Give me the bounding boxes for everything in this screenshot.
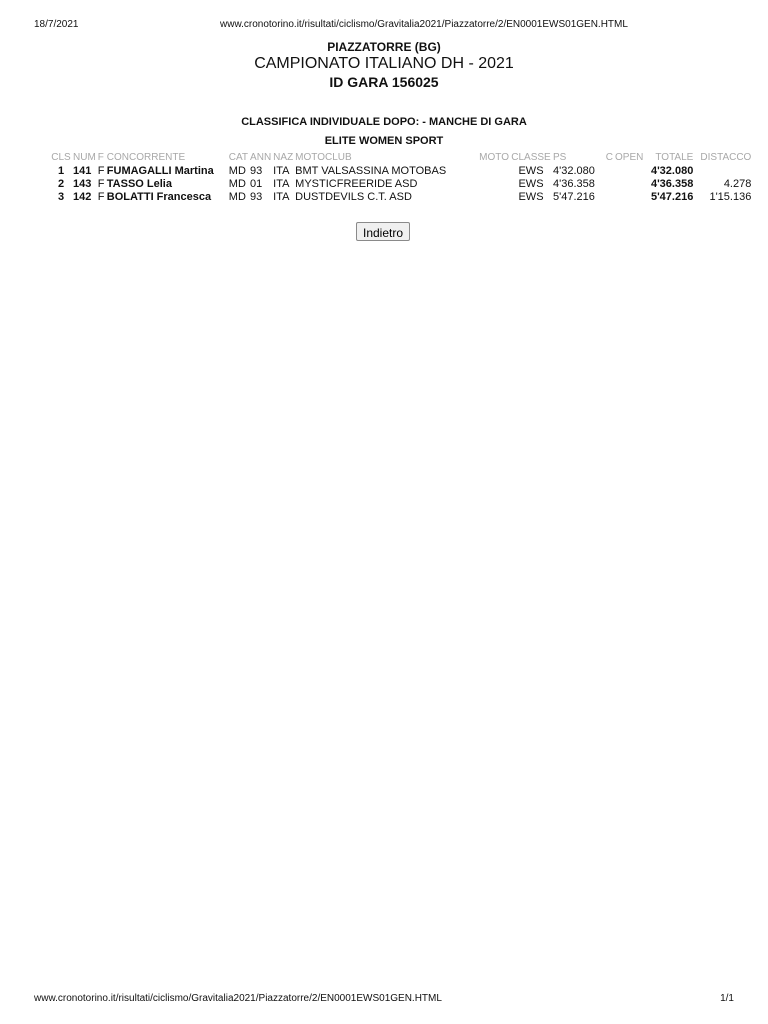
cell-concorrente: TASSO Lelia [106,177,172,190]
cell-cat: MD [228,190,246,203]
col-concorrente: CONCORRENTE [106,152,186,163]
cell-f: F [97,164,105,177]
cell-naz: ITA [273,190,290,203]
classification-heading: CLASSIFICA INDIVIDUALE DOPO: - MANCHE DI GARA [241,116,527,128]
cell-moto [478,164,510,177]
col-num: NUM [73,152,96,163]
cell-num: 143 [73,177,92,190]
cell-cls: 3 [57,190,65,203]
cell-cls: 1 [57,164,65,177]
category-heading: ELITE WOMEN SPORT [324,135,444,147]
cell-moto [478,177,510,190]
cell-totale: 4'36.358 [650,177,694,190]
cell-totale: 4'32.080 [650,164,694,177]
col-f: F [97,152,104,163]
col-ann: ANN [250,152,272,163]
col-moto: MOTO [479,152,509,163]
cell-naz: ITA [273,164,290,177]
col-cat: CAT [228,152,249,163]
race-id: ID GARA 156025 [329,74,439,90]
cell-cat: MD [228,164,246,177]
col-naz: NAZ [273,152,294,163]
cell-totale: 5'47.216 [650,190,694,203]
col-classe: CLASSE [511,152,551,163]
cell-c [600,177,614,190]
cell-num: 141 [73,164,92,177]
table-header-row [50,151,752,164]
cell-ann: 93 [250,164,263,177]
cell-f: F [97,190,105,203]
col-totale: TOTALE [655,152,694,163]
cell-naz: ITA [273,177,290,190]
cell-ps: 5'47.216 [553,190,595,203]
cell-concorrente: BOLATTI Francesca [106,190,212,203]
cell-classe: EWS [518,190,544,203]
cell-motoclub: DUSTDEVILS C.T. ASD [295,190,412,203]
cell-distacco: 4.278 [723,177,752,190]
cell-moto [478,190,510,203]
cell-distacco: 1'15.136 [709,190,752,203]
table-row [50,164,752,177]
print-date: 18/7/2021 [34,19,79,30]
col-c: C [605,152,613,163]
cell-motoclub: MYSTICFREERIDE ASD [295,177,418,190]
cell-cls: 2 [57,177,65,190]
cell-ps: 4'32.080 [553,164,595,177]
col-cls: CLS [51,152,71,163]
print-url-footer: www.cronotorino.it/risultati/ciclismo/Gravitalia2021/Piazzatorre/2/EN0001EWS01GEN.HTML [34,993,442,1004]
cell-open [614,177,644,190]
col-open: OPEN [615,152,644,163]
cell-classe: EWS [518,164,544,177]
cell-open [614,164,644,177]
results-table [50,151,752,203]
cell-ann: 93 [250,190,263,203]
col-motoclub: MOTOCLUB [295,152,352,163]
page-title: CAMPIONATO ITALIANO DH - 2021 [254,55,514,72]
cell-c [600,190,614,203]
cell-c [600,164,614,177]
cell-cat: MD [228,177,246,190]
col-ps: PS [553,152,567,163]
race-location: PIAZZATORRE (BG) [327,40,441,54]
back-button[interactable]: Indietro [356,222,410,241]
col-distacco: DISTACCO [700,152,752,163]
cell-f: F [97,177,105,190]
cell-num: 142 [73,190,92,203]
cell-open [614,190,644,203]
cell-ps: 4'36.358 [553,177,595,190]
cell-motoclub: BMT VALSASSINA MOTOBAS [295,164,447,177]
cell-classe: EWS [518,177,544,190]
cell-distacco [694,164,752,177]
print-url-header: www.cronotorino.it/risultati/ciclismo/Gravitalia2021/Piazzatorre/2/EN0001EWS01GEN.HTML [220,19,628,30]
print-page-count: 1/1 [720,993,734,1004]
table-row [50,190,752,203]
cell-ann: 01 [250,177,263,190]
cell-concorrente: FUMAGALLI Martina [106,164,214,177]
table-row [50,177,752,190]
